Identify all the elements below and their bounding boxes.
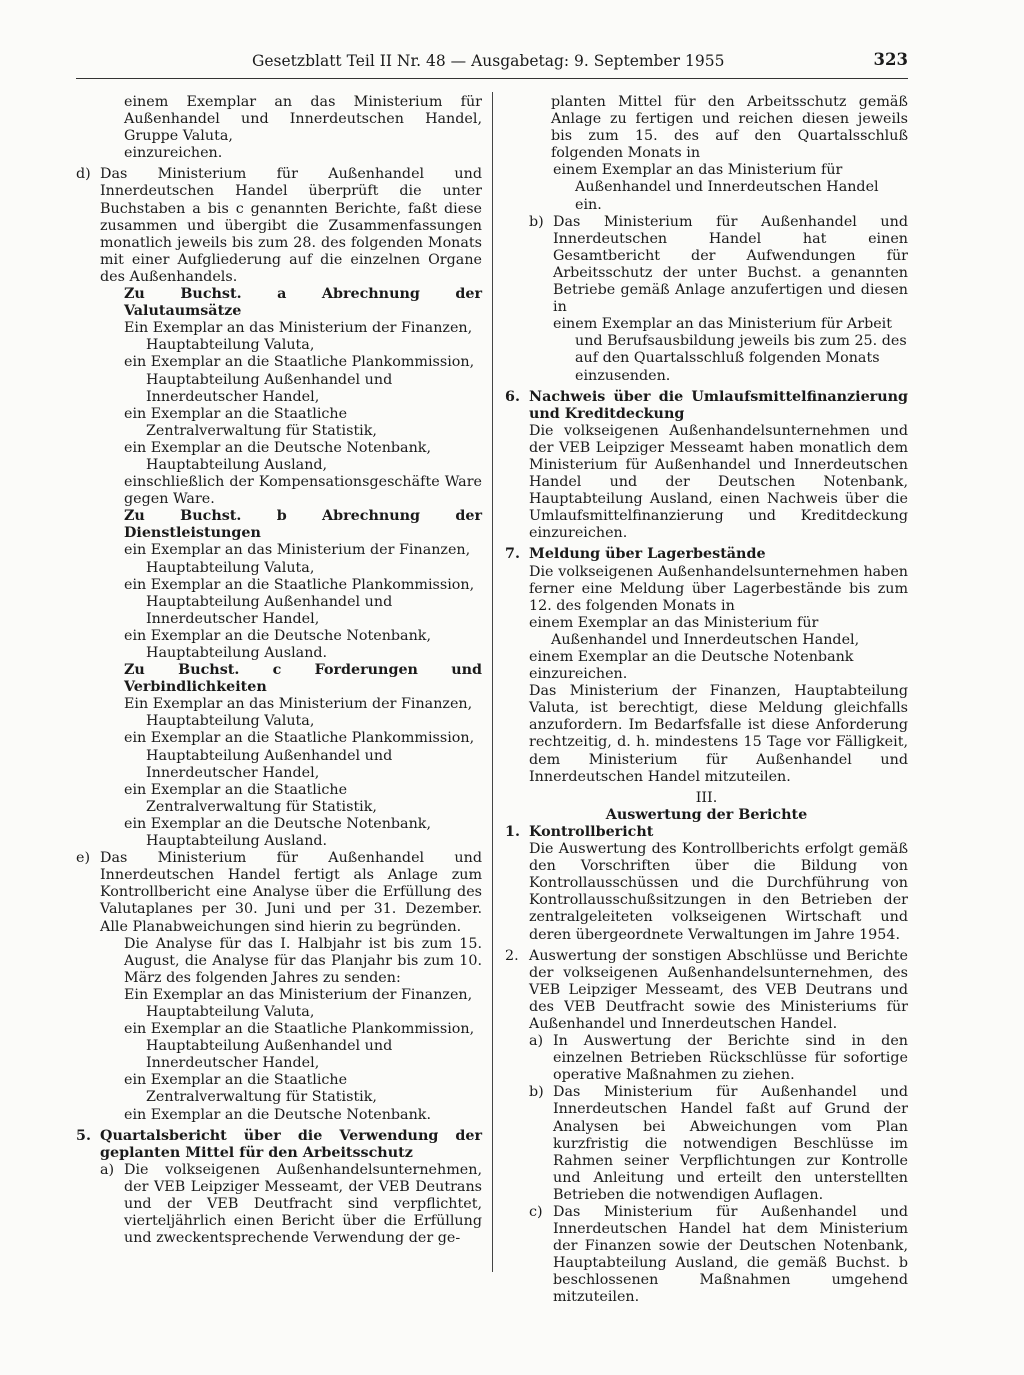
paragraph: Das Ministerium für Außenhandel und Innerdeutschen Handel hat dem Ministerium der Finanzen sowie der Deutschen Notenbank, Hauptabteilung Ausland, die gemäß Buchst. b beschlossenen Maßnahmen umgehend mitzuteilen. [553,1204,908,1306]
paragraph: Das Ministerium der Finanzen, Hauptabteilung Valuta, ist berechtigt, diese Meldung gleichfalls anzufordern. Im Bedarfsfalle ist diese Anforderung rechtzeitig, d. h. mindestens 15 Tage vor Fälligkeit, dem Ministerium für Außenhandel und Innerdeutschen Handel mitzuteilen. [529,683,908,785]
left-column [76,94,482,1247]
list-item: einem Exemplar an das Ministerium für Außenhandel und Innerdeutschen Handel ein. [553,162,879,213]
item-label: b) [529,1084,544,1101]
section-7 [505,546,908,563]
paragraph: planten Mittel für den Arbeitsschutz gemäß Anlage zu fertigen und reichen diesen jeweils bis zum 15. des auf den Quartalsschluß folgenden Monats in [551,94,908,162]
list-item: ein Exemplar an die Staatliche Plankommission, Hauptabteilung Außenhandel und Innerdeutscher Handel, [124,730,475,781]
list-item-2b [505,1084,908,1204]
list-item: ein Exemplar an die Staatliche Zentralverwaltung für Statistik, [124,781,377,815]
section-number: 6. [505,388,520,405]
list-item-2c [505,1204,908,1307]
section-heading: Meldung über Lagerbestände [529,546,766,563]
list-item: ein Exemplar an die Staatliche Zentralverwaltung für Statistik, [124,405,377,439]
subheading: Zu Buchst. c Forderungen und Verbindlichkeiten [124,662,482,696]
subheading: Zu Buchst. a Abrechnung der Valutaumsätze [124,286,482,320]
right-column [505,94,908,1307]
list-item: einem Exemplar an das Ministerium für Arbeit und Berufsausbildung jeweils bis zum 25. des auf den Quartalsschluß folgenden Monats einzusenden. [553,316,907,384]
section-number: 5. [76,1127,91,1144]
list-item: einem Exemplar an die Deutsche Notenbank [529,649,854,665]
subsection-1 [505,824,908,841]
list-item-5a [76,1162,482,1247]
paragraph: einschließlich der Kompensationsgeschäfte Ware gegen Ware. [124,474,482,508]
item-label: e) [76,850,91,867]
paragraph: Die volkseigenen Außenhandelsunternehmen und der VEB Leipziger Messeamt haben monatlich dem Ministerium für Außenhandel und Innerdeutschen Handel und der Deutschen Notenbank, Hauptabteilung Ausland, einen Nachweis über die Umlaufsmittelfinanzierung und Kreditdeckung einzureichen. [529,422,908,542]
paragraph: Das Ministerium für Außenhandel und Innerdeutschen Handel faßt auf Grund der Analysen bei Abweichungen vom Plan kurzfristig die notwendigen Beschlüsse im Rahmen seiner Verpflichtungen zur Kontrolle und Anleitung und erteilt den unterstellten Betrieben die notwendigen Auflagen. [553,1084,908,1203]
page-header [76,50,908,78]
section-heading: Nachweis über die Umlaufsmittelfinanzierung und Kreditdeckung [529,388,908,422]
section-number: 2. [505,947,519,964]
item-label: d) [76,166,91,183]
item-label: a) [529,1033,544,1050]
paragraph: Die volkseigenen Außenhandelsunternehmen, der VEB Leipziger Messeamt, der VEB Deutrans und der VEB Deutfracht sind verpflichtet, vierteljährlich einen Bericht über die Erfüllung und zweckentsprechende Verwendung der ge- [124,1161,482,1247]
page-number: 323 [873,50,908,69]
page-title: Gesetzblatt Teil II Nr. 48 — Ausgabetag: 9. September 1955 [252,52,725,70]
paragraph: In Auswertung der Berichte sind in den einzelnen Betrieben Rückschlüsse für sofortige operative Maßnahmen zu ziehen. [553,1033,908,1084]
paragraph: Auswertung der sonstigen Abschlüsse und Berichte der volkseigenen Außenhandelsunternehmen, des VEB Leipziger Messeamt, des VEB Deutrans und des VEB Deutfracht sowie des Ministeriums für Außenhandel und Innerdeutschen Handel. [529,947,908,1032]
section-title: Auswertung der Berichte [605,806,808,823]
paragraph: Das Ministerium für Außenhandel und Innerdeutschen Handel hat einen Gesamtbericht der Aufwendungen für Arbeitsschutz der unter Buchst. a genannten Betriebe gemäß Anlage anzufertigen und diesen in [553,213,908,316]
section-heading: Kontrollbericht [529,823,654,840]
list-item: Ein Exemplar an das Ministerium der Finanzen, Hauptabteilung Valuta, [124,320,473,354]
list-item-d [76,166,482,286]
subsection-2 [505,948,908,1033]
list-item: ein Exemplar an die Deutsche Notenbank. [124,1106,431,1123]
paragraph: Die Auswertung des Kontrollberichts erfolgt gemäß den Vorschriften über die Bildung von Kontrollausschüssen und die Durchführung von Kontrollausschußsitzungen in den Betrieben der zentralgeleiteten volkseigenen Wirtschaft und deren übergeordnete Verwaltungen im Jahre 1954. [529,841,908,943]
list-item-2a [505,1033,908,1084]
list-item: ein Exemplar an das Ministerium der Finanzen, Hauptabteilung Valuta, [124,542,471,576]
section-number: 7. [505,546,520,563]
section-roman-numeral: III. [695,789,718,806]
list-item: ein Exemplar an die Deutsche Notenbank, Hauptabteilung Ausland. [124,627,431,661]
paragraph: Die volkseigenen Außenhandelsunternehmen haben ferner eine Meldung über Lagerbestände bis zum 12. des folgenden Monats in [529,563,908,614]
section-5 [76,1128,482,1162]
list-item: ein Exemplar an die Staatliche Plankommission, Hauptabteilung Außenhandel und Innerdeutscher Handel, [124,354,475,405]
list-item-e [76,850,482,935]
list-item: ein Exemplar an die Staatliche Plankommission, Hauptabteilung Außenhandel und Innerdeutscher Handel, [124,1021,475,1072]
list-item: ein Exemplar an die Staatliche Plankommission, Hauptabteilung Außenhandel und Innerdeutscher Handel, [124,576,475,627]
list-item: ein Exemplar an die Deutsche Notenbank, Hauptabteilung Ausland, [124,439,431,473]
paragraph: Die Analyse für das I. Halbjahr ist bis zum 15. August, die Analyse für das Planjahr bis zum 10. März des folgenden Jahres zu senden: [124,935,482,986]
section-6 [505,389,908,423]
item-label: c) [529,1204,543,1220]
section-number: 1. [505,823,520,840]
list-item-5b [505,214,908,317]
paragraph: einzureichen. [529,666,628,683]
list-item: ein Exemplar an die Staatliche Zentralverwaltung für Statistik, [124,1072,377,1106]
subheading: Zu Buchst. b Abrechnung der Dienstleistungen [124,508,482,542]
list-item: Ein Exemplar an das Ministerium der Finanzen, Hauptabteilung Valuta, [124,986,473,1020]
column-divider [492,92,493,1272]
list-item: einem Exemplar an das Ministerium für Außenhandel und Innerdeutschen Handel, [529,614,860,648]
section-heading: Quartalsbericht über die Verwendung der geplanten Mittel für den Arbeitsschutz [100,1127,482,1161]
paragraph: Das Ministerium für Außenhandel und Innerdeutschen Handel überprüft die unter Buchstaben a bis c genannten Berichte, faßt diese zusammen und übergibt die Zusammenfassungen monatlich jeweils bis zum 28. des folgenden Monats mit einer Aufgliederung auf die einzelnen Organe des Außenhandels. [100,166,482,285]
paragraph: einem Exemplar an das Ministerium für Außenhandel und Innerdeutschen Handel, Gruppe Valuta, [124,94,482,145]
header-rule [76,78,908,79]
list-item: Ein Exemplar an das Ministerium der Finanzen, Hauptabteilung Valuta, [124,696,473,730]
paragraph: einzureichen. [124,145,223,162]
list-item: ein Exemplar an die Deutsche Notenbank, Hauptabteilung Ausland. [124,815,431,850]
item-label: b) [529,213,544,230]
item-label: a) [100,1161,115,1178]
paragraph: Das Ministerium für Außenhandel und Innerdeutschen Handel fertigt als Anlage zum Kontrollbericht eine Analyse über die Erfüllung des Valutaplanes per 30. Juni und per 31. Dezember. Alle Planabweichungen sind hierin zu begründen. [100,850,482,935]
